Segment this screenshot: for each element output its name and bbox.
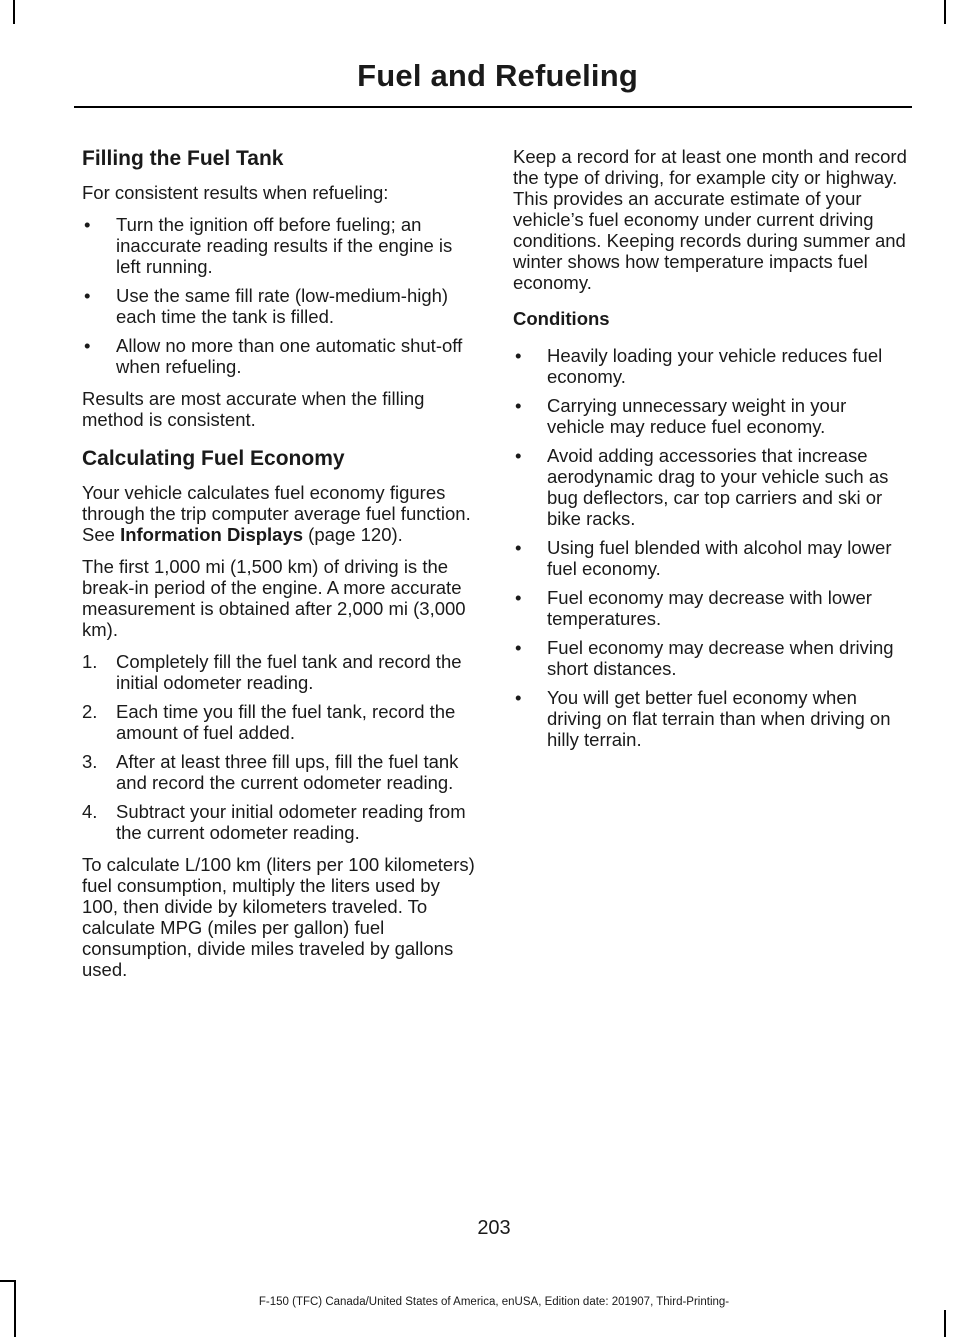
formula-text: To calculate L/100 km (liters per 100 kilometers) fuel consumption, multiply the liters used by 100, then divide by kilometers traveled. To calculate MPG (miles per gallon) fuel consumption, divide miles traveled by gallons used. bbox=[82, 854, 475, 980]
crop-mark-top-right bbox=[944, 0, 946, 24]
list-item: • You will get better fuel economy when driving on flat terrain than when driving on hilly terrain. bbox=[515, 687, 891, 750]
bullet-mark: • bbox=[515, 345, 522, 366]
crop-mark-top-left bbox=[13, 0, 15, 24]
step-number: 4. bbox=[82, 801, 98, 822]
list-item: 4. Subtract your initial odometer reading from the current odometer reading. bbox=[82, 801, 466, 843]
step-number: 2. bbox=[82, 701, 98, 722]
calc-steps-list bbox=[82, 651, 476, 843]
bullet-mark: • bbox=[515, 537, 522, 558]
information-displays-link[interactable]: Information Displays bbox=[120, 524, 304, 545]
section-heading-filling: Filling the Fuel Tank bbox=[82, 147, 284, 170]
bullet-mark: • bbox=[515, 687, 522, 708]
list-item: • Carrying unnecessary weight in your vehicle may reduce fuel economy. bbox=[515, 395, 847, 437]
right-column bbox=[513, 146, 907, 761]
left-column bbox=[82, 146, 476, 991]
list-item: • Turn the ignition off before fueling; an inaccurate reading results if the engine is left running. bbox=[84, 214, 453, 277]
bullet-mark: • bbox=[515, 395, 522, 416]
bullet-mark: • bbox=[515, 637, 522, 658]
header-rule bbox=[74, 106, 912, 108]
footer-edition-line: F-150 (TFC) Canada/United States of America, enUSA, Edition date: 201907, Third-Printing- bbox=[258, 1296, 730, 1308]
results-text: Results are most accurate when the filling method is consistent. bbox=[82, 388, 425, 430]
record-text: Keep a record for at least one month and record the type of driving, for example city or highway. This provides an accurate estimate of your vehicle’s fuel economy under current driving conditions. Keeping records during summer and winter shows how temperature impacts fuel economy. bbox=[513, 146, 907, 293]
list-item: • Fuel economy may decrease with lower temperatures. bbox=[515, 587, 872, 629]
step-number: 3. bbox=[82, 751, 98, 772]
conditions-bullet-list bbox=[513, 345, 907, 750]
bullet-mark: • bbox=[84, 285, 91, 306]
list-item: • Allow no more than one automatic shut-off when refueling. bbox=[84, 335, 463, 377]
filling-bullet-list bbox=[82, 214, 476, 377]
bullet-mark: • bbox=[515, 587, 522, 608]
list-item: • Heavily loading your vehicle reduces fuel economy. bbox=[515, 345, 883, 387]
intro-text: For consistent results when refueling: bbox=[82, 182, 389, 203]
bullet-mark: • bbox=[515, 445, 522, 466]
break-in-text: The first 1,000 mi (1,500 km) of driving is the break-in period of the engine. A more accurate measurement is obtained after 2,000 mi (3,000 km). bbox=[82, 556, 466, 640]
list-item: • Fuel economy may decrease when driving short distances. bbox=[515, 637, 894, 679]
list-item: • Use the same fill rate (low-medium-high) each time the tank is filled. bbox=[84, 285, 449, 327]
page-number: 203 bbox=[477, 1217, 511, 1239]
bullet-mark: • bbox=[84, 214, 91, 235]
bullet-mark: • bbox=[84, 335, 91, 356]
section-heading-calculating: Calculating Fuel Economy bbox=[82, 447, 345, 470]
list-item: 3. After at least three fill ups, fill the fuel tank and record the current odometer reading. bbox=[82, 751, 459, 793]
list-item: • Avoid adding accessories that increase aerodynamic drag to your vehicle such as bug deflectors, car top carriers and ski or bike racks. bbox=[515, 445, 889, 529]
crop-mark-bottom-right bbox=[944, 1310, 946, 1337]
step-number: 1. bbox=[82, 651, 98, 672]
list-item: 2. Each time you fill the fuel tank, record the amount of fuel added. bbox=[82, 701, 456, 743]
page-header-title: Fuel and Refueling bbox=[357, 58, 638, 93]
crop-mark-bottom-left-v bbox=[14, 1282, 16, 1337]
list-item: • Using fuel blended with alcohol may lower fuel economy. bbox=[515, 537, 892, 579]
list-item: 1. Completely fill the fuel tank and record the initial odometer reading. bbox=[82, 651, 462, 693]
calc-text: Your vehicle calculates fuel economy figures through the trip computer average fuel function. See Information Displays (page 120). bbox=[82, 482, 471, 545]
section-heading-conditions: Conditions bbox=[513, 308, 610, 329]
